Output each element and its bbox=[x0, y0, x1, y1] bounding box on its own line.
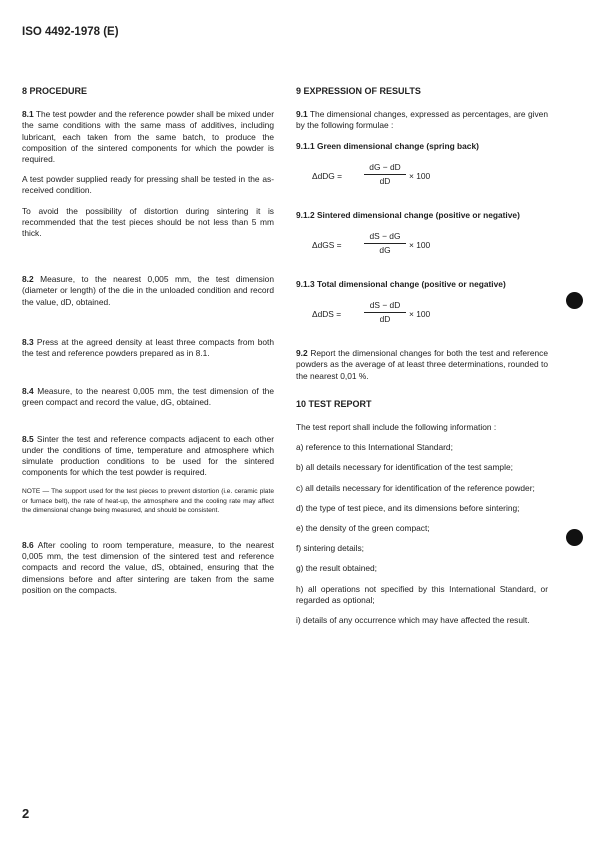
punch-hole-dot bbox=[566, 529, 583, 546]
formula-fraction bbox=[364, 300, 406, 325]
document-header: ISO 4492-1978 (E) bbox=[22, 26, 119, 38]
note: NOTE — The support used for the test pieces to prevent distortion (i.e. ceramic plate or furnace belt), the rate of heat-up, the atmosphere and the cooling rate may affect the dimensional change being measured, and should be consistent. bbox=[22, 488, 274, 514]
right-column bbox=[296, 86, 548, 635]
para-8-4 bbox=[22, 386, 274, 408]
list-item: i) details of any occurrence which may have affected the result. bbox=[296, 615, 530, 626]
para-num: 9.1 bbox=[296, 109, 308, 120]
page-number: 2 bbox=[22, 806, 30, 821]
para-text: After cooling to room temperature, measure, to the nearest 0,005 mm, the test dimension of the sintered test and reference compacts and record the value, dS, obtained, ensuring that the dimensions before and after sintering are taken from the same position on the compacts. bbox=[22, 540, 274, 595]
subsection-9-1-1: 9.1.1 Green dimensional change (spring back) bbox=[296, 140, 479, 151]
formula-lhs: ΔdDG = bbox=[312, 170, 343, 181]
section-8-title: 8 PROCEDURE bbox=[22, 86, 88, 96]
list-item: h) all operations not specified by this International Standard, or regarded as optional; bbox=[296, 583, 548, 605]
formula-green bbox=[312, 162, 548, 192]
para-num: 8.5 bbox=[22, 433, 34, 444]
punch-hole-dot bbox=[566, 292, 583, 309]
formula-denominator: dD bbox=[379, 314, 391, 325]
list-item: g) the result obtained; bbox=[296, 563, 378, 574]
formula-multiplier: × 100 bbox=[409, 170, 431, 181]
para-text: Sinter the test and reference compacts adjacent to each other under the conditions of time, temperature and atmosphere which simulate production conditions to be used for the sintered components for which the test powder is required. bbox=[22, 433, 274, 478]
formula-multiplier: × 100 bbox=[409, 240, 431, 251]
subsection-9-1-3: 9.1.3 Total dimensional change (positive or negative) bbox=[296, 279, 506, 290]
subsection-9-1-2: 9.1.2 Sintered dimensional change (positive or negative) bbox=[296, 209, 520, 220]
section-9-title: 9 EXPRESSION OF RESULTS bbox=[296, 86, 421, 96]
para-num: 8.1 bbox=[22, 109, 34, 120]
formula-fraction bbox=[364, 162, 406, 187]
para-num: 8.6 bbox=[22, 540, 34, 551]
para-num: 8.3 bbox=[22, 336, 34, 347]
para-num: 8.4 bbox=[22, 386, 34, 397]
para-text: Measure, to the nearest 0,005 mm, the test dimension of the green compact and record the value, dG, obtained. bbox=[22, 386, 274, 408]
formula-numerator: dS − dD bbox=[364, 300, 406, 313]
formula-numerator: dS − dG bbox=[364, 231, 406, 244]
list-item: f) sintering details; bbox=[296, 543, 364, 554]
formula-numerator: dG − dD bbox=[364, 162, 406, 175]
left-column bbox=[22, 86, 274, 605]
formula-total bbox=[312, 300, 548, 330]
formula-lhs: ΔdDS = bbox=[312, 309, 342, 320]
para-text: Measure, to the nearest 0,005 mm, the test dimension (diameter or length) of the die in the unloaded condition and record the value, dD, obtained. bbox=[22, 274, 274, 307]
list-item: c) all details necessary for identification of the reference powder; bbox=[296, 482, 535, 493]
list-item: a) reference to this International Standard; bbox=[296, 442, 453, 453]
para-text: The test powder and the reference powder shall be mixed under the same conditions with the same mass of additives, including lubricant, each taken from the same batch, to produce the composition of the sintered components for which the powder is required. bbox=[22, 109, 274, 165]
para-9-1 bbox=[296, 109, 548, 131]
para-text: Press at the agreed density at least three compacts from both the test and reference powders prepared as in 8.1. bbox=[22, 336, 274, 359]
para-text: The dimensional changes, expressed as percentages, are given by the following formulae : bbox=[296, 109, 548, 131]
para-8-5 bbox=[22, 434, 274, 479]
para-8-6 bbox=[22, 540, 274, 596]
list-item: d) the type of test piece, and its dimensions before sintering; bbox=[296, 502, 520, 513]
list-item: e) the density of the green compact; bbox=[296, 523, 430, 534]
list-item: b) all details necessary for identification of the test sample; bbox=[296, 462, 513, 473]
para-num: 8.2 bbox=[22, 274, 34, 285]
para-8-1-b: A test powder supplied ready for pressing shall be tested in the as-received condition. bbox=[22, 174, 274, 196]
section-10-title: 10 TEST REPORT bbox=[296, 398, 372, 409]
para-8-3 bbox=[22, 337, 274, 359]
formula-fraction bbox=[364, 231, 406, 256]
para-num: 9.2 bbox=[296, 348, 308, 359]
formula-denominator: dD bbox=[379, 176, 391, 187]
para-8-1-c: To avoid the possibility of distortion during sintering it is recommended that the test pieces should be not less than 5 mm thick. bbox=[22, 205, 274, 239]
formula-sintered bbox=[312, 231, 548, 261]
para-9-2 bbox=[296, 348, 548, 382]
para-text: Report the dimensional changes for both the test and reference powders as the average of at least three determinations, rounded to the nearest 0,01 %. bbox=[296, 348, 548, 381]
formula-lhs: ΔdGS = bbox=[312, 240, 342, 251]
formula-multiplier: × 100 bbox=[409, 309, 431, 320]
para-8-2 bbox=[22, 274, 274, 308]
para-10-intro: The test report shall include the following information : bbox=[296, 422, 497, 433]
para-8-1 bbox=[22, 109, 274, 165]
formula-denominator: dG bbox=[379, 245, 391, 256]
